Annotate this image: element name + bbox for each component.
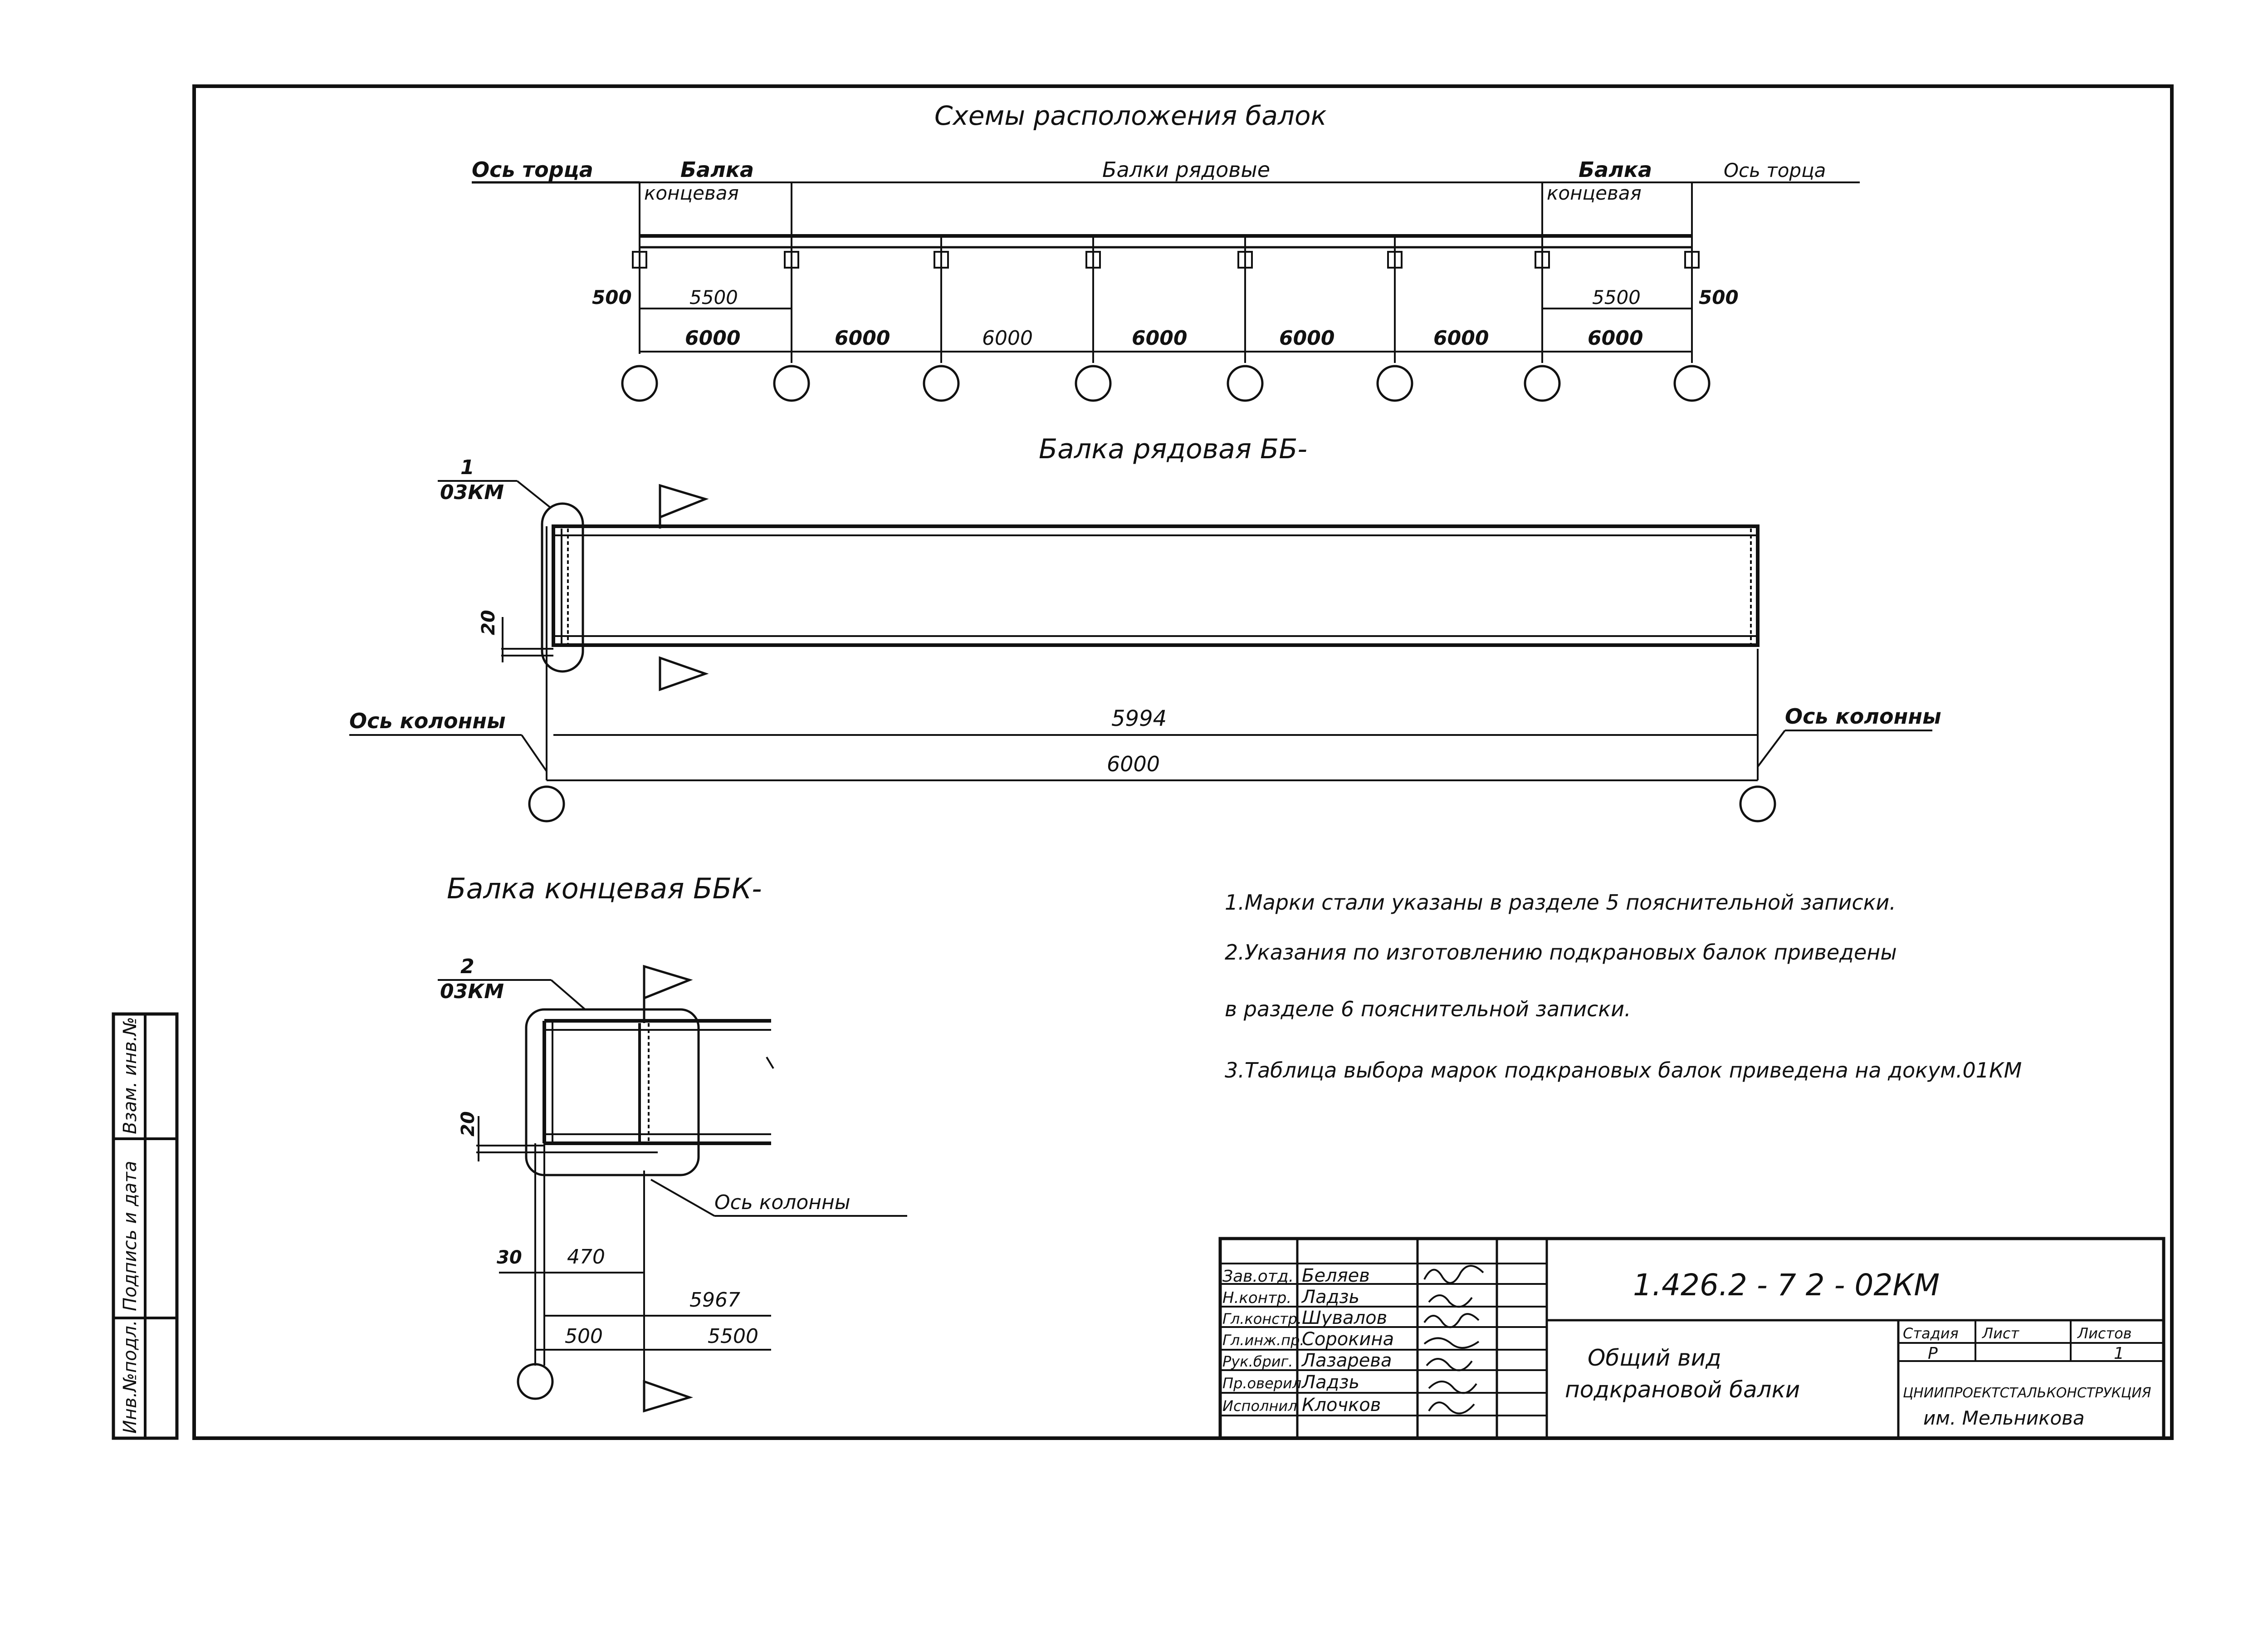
dim-5500-left: 5500 bbox=[689, 286, 738, 309]
note-2: 2.Указания по изготовлению подкрановых балок приведены bbox=[1225, 940, 1897, 965]
end-weld-flag-bottom bbox=[644, 1381, 689, 1411]
end-weld-flag-top bbox=[644, 966, 689, 998]
stamp-sign-label: Подпись и дата bbox=[120, 1161, 141, 1311]
notes bbox=[1225, 890, 2022, 1083]
end-beam-left-label-2: концевая bbox=[644, 182, 739, 204]
dim-500-left: 500 bbox=[592, 286, 632, 309]
name-2: Ладзь bbox=[1302, 1287, 1360, 1308]
axis-end-left-label: Ось торца bbox=[472, 157, 593, 182]
note-4: 3.Таблица выбора марок подкрановых балок приведена на докум.01КМ bbox=[1225, 1058, 2022, 1083]
org-name-1: ЦНИИПРОЕКТСТАЛЬКОНСТРУКЦИЯ bbox=[1903, 1385, 2151, 1401]
end-dim-500: 500 bbox=[565, 1325, 603, 1348]
span-5: 6000 bbox=[1279, 327, 1335, 350]
beam-layout-scheme bbox=[472, 100, 1860, 401]
doc-code: 1.426.2 - 7 2 - 02КМ bbox=[1633, 1268, 1940, 1303]
stamp-inv-label: Инв.№подл. bbox=[120, 1320, 141, 1434]
span-7: 6000 bbox=[1588, 327, 1643, 350]
row-beam-callout-num: 1 bbox=[460, 456, 474, 479]
row-beam-dim-20: 20 bbox=[478, 610, 499, 635]
row-beam-title: Балка рядовая ББ- bbox=[1039, 433, 1308, 465]
span-1: 6000 bbox=[685, 327, 741, 350]
signatures bbox=[1424, 1266, 1483, 1413]
name-3: Шувалов bbox=[1302, 1308, 1388, 1328]
doc-name-2: подкрановой балки bbox=[1565, 1376, 1800, 1403]
stage-header: Стадия bbox=[1903, 1325, 1959, 1342]
stamp-replace-label: Взам. инв.№ bbox=[120, 1017, 141, 1134]
name-5: Лазарева bbox=[1302, 1350, 1392, 1371]
stage-value: Р bbox=[1928, 1344, 1938, 1363]
sheets-header: Листов bbox=[2077, 1325, 2132, 1342]
org-name-2: им. Мельникова bbox=[1923, 1407, 2085, 1429]
end-beam-callout-num: 2 bbox=[460, 955, 474, 978]
left-stamp bbox=[113, 1014, 177, 1438]
role-5: Рук.бриг. bbox=[1222, 1353, 1293, 1370]
row-beam-length: 5994 bbox=[1111, 706, 1167, 731]
end-beam-title: Балка концевая ББК- bbox=[447, 872, 762, 905]
row-beam-axis-right: Ось колонны bbox=[1785, 704, 1941, 729]
row-beam-callout-sheet: 03КМ bbox=[440, 481, 504, 504]
row-beam-axis-length: 6000 bbox=[1107, 752, 1160, 776]
end-dim-5500: 5500 bbox=[708, 1325, 758, 1348]
end-beam-axis: Ось колонны bbox=[714, 1191, 850, 1214]
note-3: в разделе 6 пояснительной записки. bbox=[1225, 997, 1631, 1021]
role-7: Исполнил bbox=[1222, 1397, 1297, 1415]
end-beam-right-label-2: концевая bbox=[1547, 182, 1642, 204]
role-3: Гл.констр. bbox=[1222, 1310, 1302, 1327]
role-4: Гл.инж.пр. bbox=[1222, 1332, 1305, 1349]
name-6: Ладзь bbox=[1302, 1372, 1360, 1393]
weld-flag-top bbox=[660, 485, 705, 517]
row-beam-body bbox=[553, 526, 1758, 645]
end-beam-left-label-1: Балка bbox=[680, 157, 754, 182]
sheets-value: 1 bbox=[2114, 1344, 2124, 1363]
end-beam-right-label-1: Балка bbox=[1579, 157, 1652, 182]
sheet-frame bbox=[194, 86, 2172, 1438]
role-6: Пр.оверил bbox=[1222, 1375, 1302, 1392]
span-3: 6000 bbox=[982, 327, 1033, 350]
row-beam-axis-left: Ось колонны bbox=[349, 709, 506, 733]
scheme-title: Схемы расположения балок bbox=[934, 100, 1327, 131]
sheet-header: Лист bbox=[1982, 1325, 2019, 1342]
end-beam-dim-20: 20 bbox=[458, 1111, 479, 1136]
weld-flag-bottom bbox=[660, 658, 705, 690]
end-beam-callout-sheet: 03КМ bbox=[440, 980, 504, 1003]
note-1: 1.Марки стали указаны в разделе 5 пояснительной записки. bbox=[1225, 890, 1896, 915]
end-dim-5967: 5967 bbox=[689, 1288, 740, 1312]
span-2: 6000 bbox=[835, 327, 890, 350]
doc-name-1: Общий вид bbox=[1588, 1345, 1721, 1371]
name-4: Сорокина bbox=[1302, 1329, 1394, 1350]
span-6: 6000 bbox=[1433, 327, 1489, 350]
span-4: 6000 bbox=[1132, 327, 1188, 350]
row-beam-view bbox=[349, 433, 1941, 821]
end-beam-view bbox=[438, 872, 907, 1411]
dim-500-right: 500 bbox=[1699, 286, 1739, 309]
name-7: Клочков bbox=[1302, 1395, 1381, 1416]
axis-end-right-label: Ось торца bbox=[1724, 159, 1826, 181]
name-1: Беляев bbox=[1302, 1265, 1370, 1286]
role-2: Н.контр. bbox=[1222, 1289, 1292, 1307]
title-block bbox=[1220, 1239, 2164, 1438]
end-dim-470: 470 bbox=[567, 1245, 605, 1269]
role-1: Зав.отд. bbox=[1222, 1267, 1294, 1286]
row-beams-label: Балки рядовые bbox=[1102, 157, 1270, 182]
end-dim-30: 30 bbox=[497, 1247, 522, 1268]
dim-5500-right: 5500 bbox=[1592, 286, 1641, 309]
